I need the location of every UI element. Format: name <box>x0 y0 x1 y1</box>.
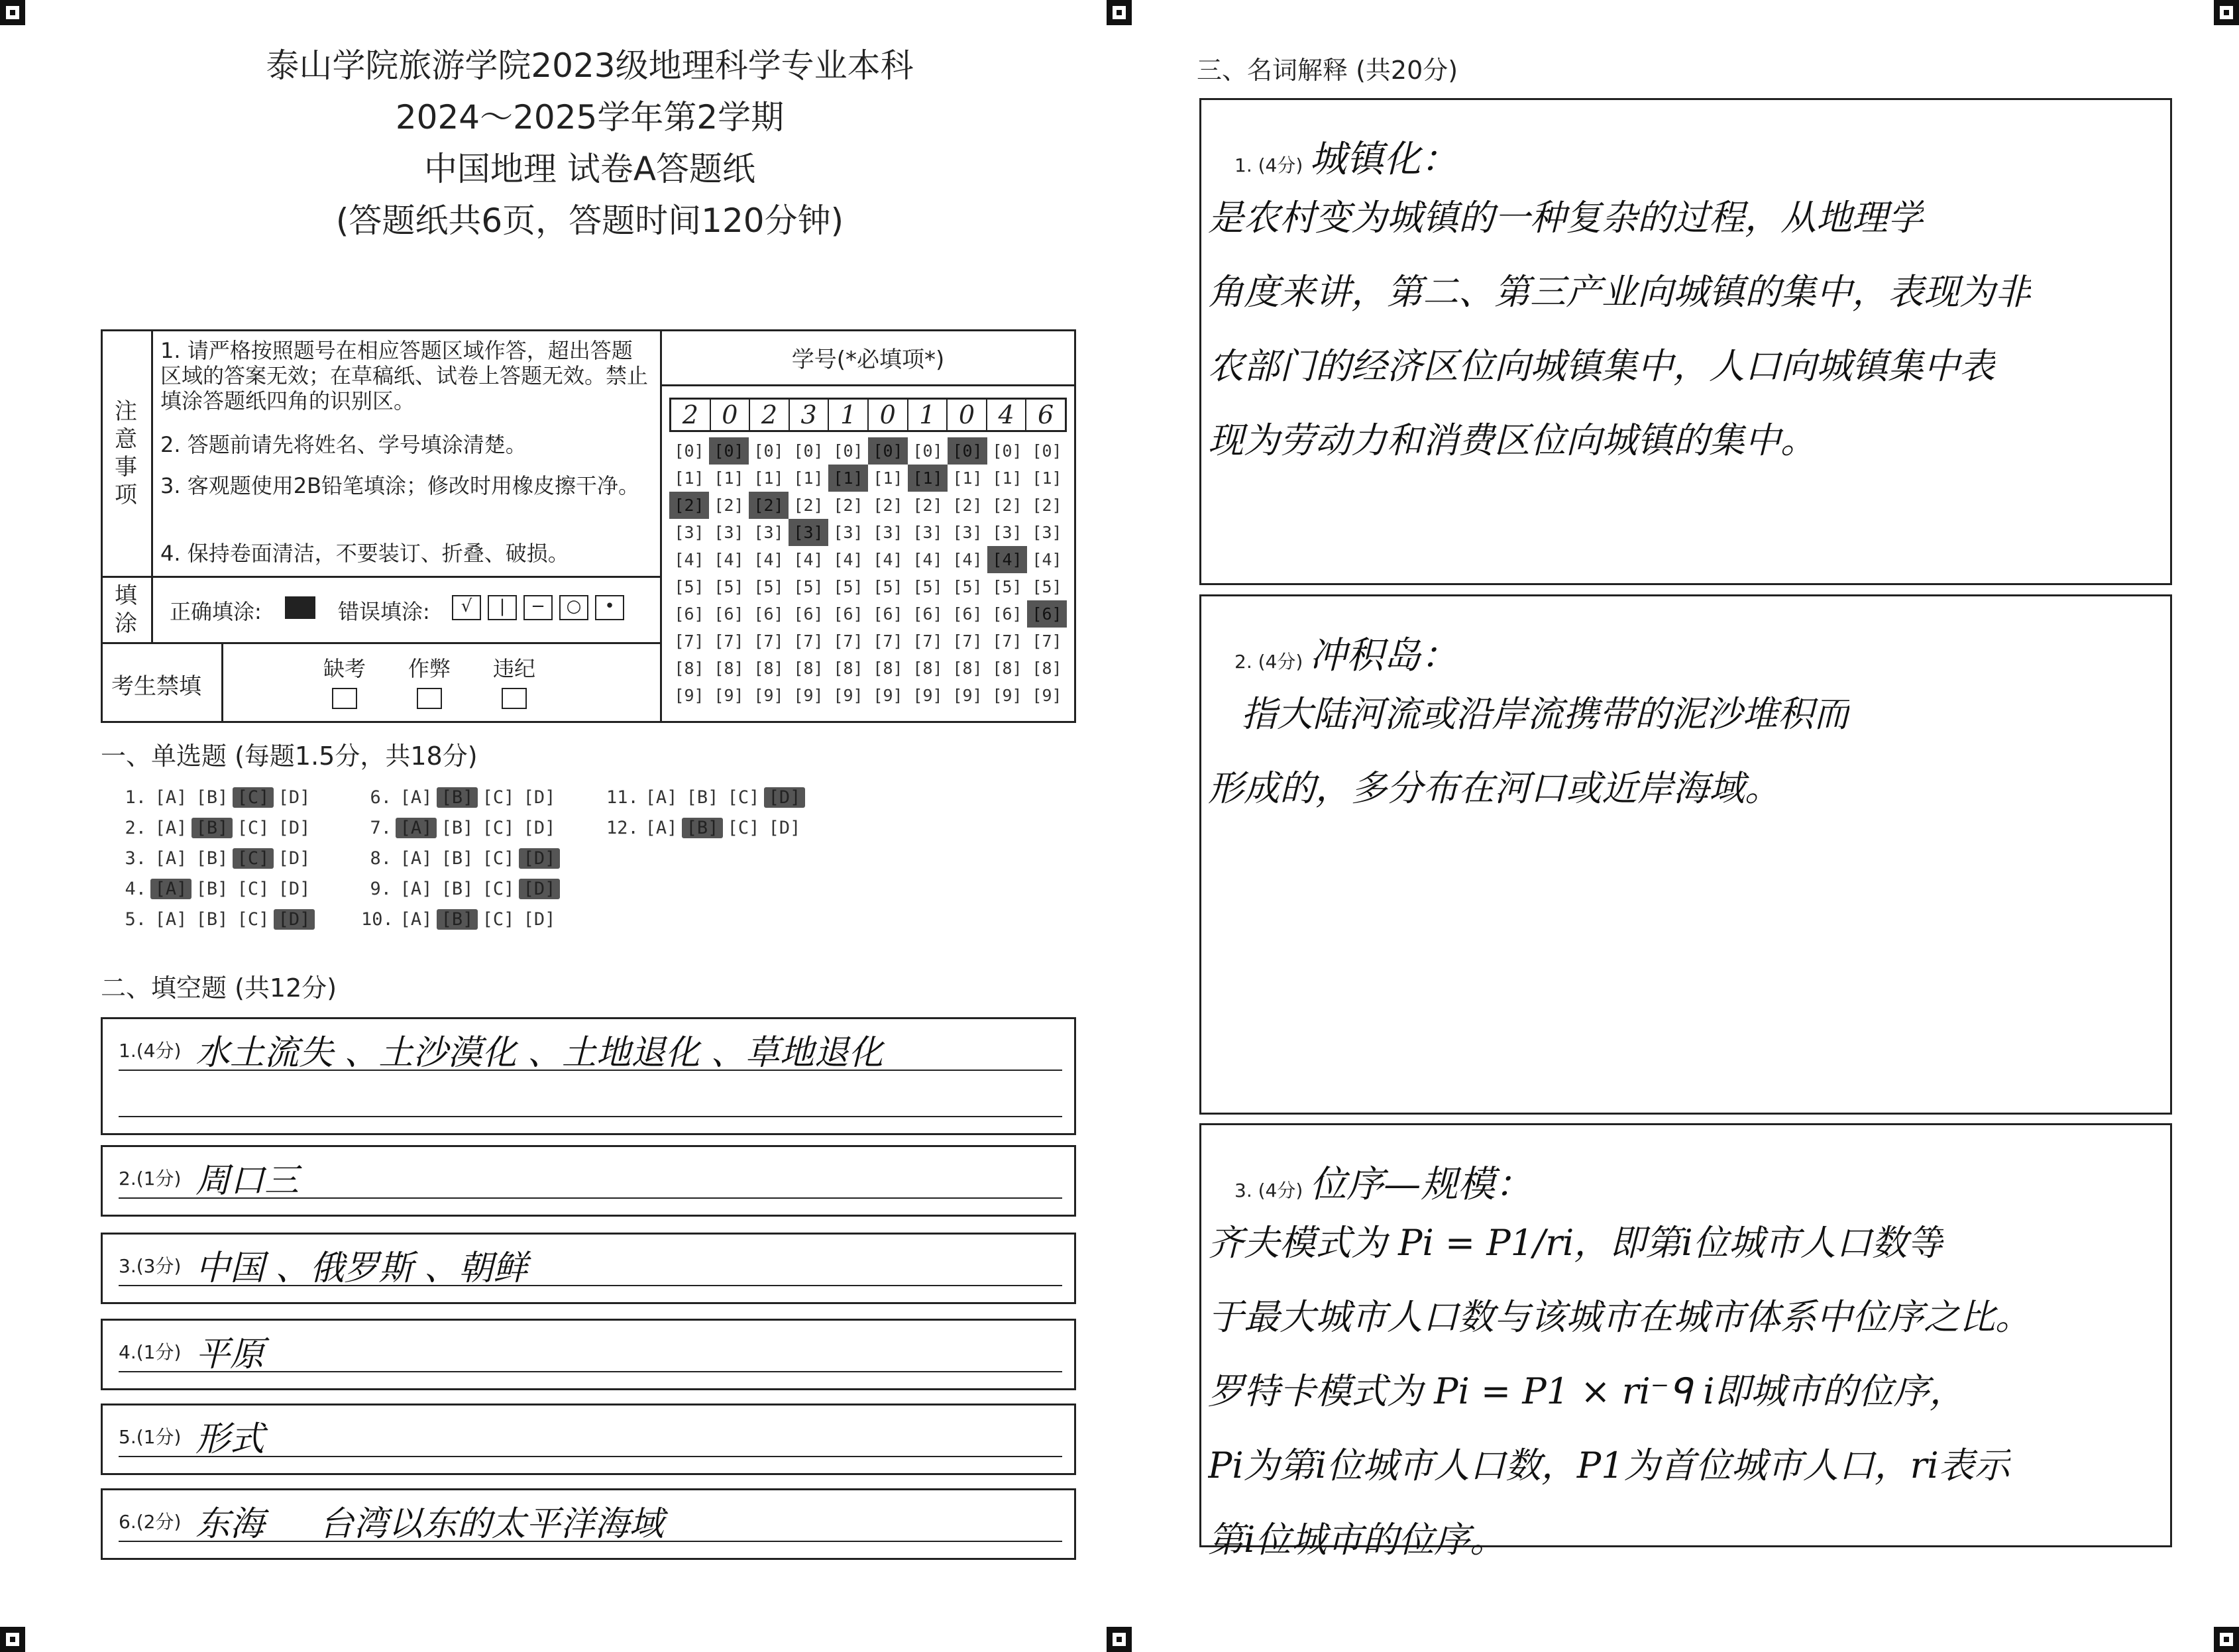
student-id-bubble[interactable]: [6] <box>1027 600 1067 628</box>
student-id-bubble[interactable]: [8] <box>992 659 1022 678</box>
mc-option-bubble[interactable]: [D] <box>523 818 556 838</box>
section2-title: 二、填空题 (共12分) <box>101 973 337 1003</box>
mc-question-number: 6. <box>370 787 392 808</box>
correct-fill-sample <box>285 596 315 619</box>
student-id-column <box>789 437 828 709</box>
student-id-column <box>868 437 908 709</box>
definition-term: 冲积岛： <box>1309 634 1458 677</box>
student-id-bubble[interactable]: [5] <box>793 577 824 596</box>
wrong-fill-label: 错误填涂: <box>338 599 430 624</box>
mc-option-bubble[interactable]: [D] <box>764 787 805 808</box>
student-id-bubble[interactable]: [2] <box>952 496 983 515</box>
header-school-line: 泰山学院旅游学院2023级地理科学专业本科 <box>266 46 914 85</box>
header-note-line: (答题纸共6页，答题时间120分钟) <box>335 201 844 240</box>
student-id-digit: 0 <box>869 400 908 430</box>
examiner-option-violation[interactable] <box>488 652 541 709</box>
mc-question-row <box>116 787 315 808</box>
student-id-bubble[interactable]: [5] <box>992 577 1022 596</box>
student-id-bubble[interactable]: [9] <box>992 686 1022 705</box>
student-id-bubble[interactable]: [7] <box>753 632 784 651</box>
fill-blank-answer: 平原 <box>195 1335 265 1374</box>
student-id-bubble[interactable]: [8] <box>833 659 863 678</box>
student-id-bubble[interactable]: [6] <box>674 604 704 624</box>
student-id-digit-boxes <box>669 398 1067 432</box>
definition-answer-line: 形成的，多分布在河口或近岸海域。 <box>1208 767 1780 809</box>
student-id-bubble[interactable]: [2] <box>793 496 824 515</box>
examiner-option-violation-label: 违纪 <box>492 656 535 681</box>
student-id-bubble[interactable]: [3] <box>714 523 744 542</box>
mc-option-bubble[interactable]: [D] <box>768 818 801 838</box>
mc-option-bubble[interactable]: [B] <box>686 787 719 808</box>
student-id-bubble[interactable]: [1] <box>873 468 903 488</box>
mc-option-bubble[interactable]: [A] <box>396 818 437 838</box>
student-id-bubble[interactable]: [2] <box>749 492 789 519</box>
student-id-bubble[interactable]: [1] <box>828 465 868 492</box>
student-id-bubble[interactable]: [0] <box>833 441 863 461</box>
definition-box[interactable] <box>1199 594 2172 1115</box>
fill-blank-label: 5.(1分) <box>119 1426 182 1448</box>
student-id-bubble[interactable]: [8] <box>753 659 784 678</box>
mc-question-number: 8. <box>370 848 392 869</box>
mc-option-bubble[interactable]: [A] <box>154 818 188 838</box>
definition-answer-line: 罗特卡模式为 Pi = P1 × ri⁻ᑫ i即城市的位序， <box>1208 1370 1965 1412</box>
mc-option-bubble[interactable]: [A] <box>150 879 191 899</box>
fill-blank-box[interactable] <box>101 1145 1076 1217</box>
student-id-column <box>948 437 987 709</box>
mc-option-bubble[interactable]: [B] <box>437 909 478 930</box>
student-id-bubble[interactable]: [3] <box>789 519 828 546</box>
definition-answer-line: 指大陆河流或沿岸流携带的泥沙堆积而 <box>1241 693 1849 735</box>
student-id-bubble[interactable]: [4] <box>833 550 863 569</box>
student-id-label: 学号(*必填项*) <box>791 347 945 373</box>
mc-option-bubble[interactable]: [B] <box>437 787 478 808</box>
student-id-bubble[interactable]: [1] <box>753 468 784 488</box>
registration-mark-top-left <box>0 0 25 25</box>
fill-blank-box[interactable] <box>101 1233 1076 1304</box>
header-term-line: 2024～2025学年第2学期 <box>395 98 785 137</box>
student-id-bubble[interactable]: [3] <box>674 523 704 542</box>
notice-item-2: 2. 答题前请先将姓名、学号填涂清楚。 <box>160 432 527 457</box>
student-id-column <box>987 437 1027 709</box>
student-id-bubble[interactable]: [4] <box>674 550 704 569</box>
student-id-digit: 1 <box>829 400 869 430</box>
wrong-fill-bar: | <box>488 595 517 620</box>
student-id-bubble[interactable]: [8] <box>674 659 704 678</box>
student-id-digit: 1 <box>908 400 948 430</box>
student-id-bubble[interactable]: [0] <box>912 441 943 461</box>
student-id-bubble[interactable]: [7] <box>793 632 824 651</box>
student-id-bubble[interactable]: [7] <box>912 632 943 651</box>
mc-option-bubble[interactable]: [B] <box>195 787 229 808</box>
student-id-bubble[interactable]: [8] <box>1032 659 1062 678</box>
definition-term: 位序—规模： <box>1309 1163 1533 1206</box>
student-id-bubble[interactable]: [3] <box>952 523 983 542</box>
student-id-bubble[interactable]: [5] <box>753 577 784 596</box>
mc-option-bubble[interactable]: [D] <box>278 848 311 869</box>
mc-option-bubble[interactable]: [B] <box>195 879 229 899</box>
student-id-bubble[interactable]: [0] <box>948 437 987 465</box>
student-id-bubble[interactable]: [4] <box>987 546 1027 573</box>
examiner-option-absent[interactable] <box>318 652 371 709</box>
section1-title: 一、单选题 (每题1.5分，共18分) <box>101 742 478 771</box>
student-id-bubble[interactable]: [2] <box>833 496 863 515</box>
student-id-bubble[interactable]: [5] <box>952 577 983 596</box>
definition-answer-line: 角度来讲，第二、第三产业向城镇的集中，表现为非 <box>1208 271 2031 313</box>
student-id-bubble[interactable]: [2] <box>992 496 1022 515</box>
fill-blank-answer: 形式 <box>195 1419 265 1459</box>
student-id-bubble[interactable]: [2] <box>912 496 943 515</box>
definition-answer-line: 齐夫模式为 Pi = P1/ri，即第i位城市人口数等 <box>1208 1222 1943 1264</box>
definition-heading <box>1234 626 1458 679</box>
definition-answer-line: 第i位城市的位序。 <box>1208 1519 1506 1561</box>
mc-question-number: 5. <box>125 909 146 930</box>
fill-blank-box[interactable] <box>101 1404 1076 1475</box>
header-exam-line: 中国地理 试卷A答题纸 <box>423 150 756 188</box>
definition-heading <box>1234 1155 1532 1208</box>
mc-question-number: 12. <box>606 818 639 838</box>
student-id-bubble[interactable]: [3] <box>912 523 943 542</box>
mc-option-bubble[interactable]: [C] <box>482 909 515 930</box>
student-id-bubble[interactable]: [9] <box>793 686 824 705</box>
student-id-bubble[interactable]: [3] <box>753 523 784 542</box>
mc-question-row <box>361 787 560 808</box>
mc-option-bubble[interactable]: [B] <box>195 848 229 869</box>
mc-option-bubble[interactable]: [C] <box>237 909 270 930</box>
mc-option-bubble[interactable]: [C] <box>482 848 515 869</box>
notice-item-4: 4. 保持卷面清洁，不要装订、折叠、破损。 <box>160 541 569 566</box>
mc-option-bubble[interactable]: [D] <box>278 818 311 838</box>
fill-blank-box[interactable] <box>101 1017 1076 1135</box>
mc-question-number: 2. <box>125 818 146 838</box>
student-id-bubble[interactable]: [8] <box>793 659 824 678</box>
examiner-option-cheat[interactable] <box>403 652 456 709</box>
student-id-bubble[interactable]: [4] <box>714 550 744 569</box>
definition-heading <box>1234 130 1458 183</box>
registration-mark-top-center <box>1107 0 1132 25</box>
definition-label: 2. (4分) <box>1234 651 1303 673</box>
registration-mark-bottom-center <box>1107 1627 1132 1652</box>
mc-option-bubble[interactable]: [A] <box>400 909 433 930</box>
student-id-bubble[interactable]: [7] <box>952 632 983 651</box>
notice-side-label: 注意事项 <box>115 398 137 508</box>
student-id-bubble[interactable]: [9] <box>674 686 704 705</box>
student-id-bubble[interactable]: [8] <box>912 659 943 678</box>
mc-option-bubble[interactable]: [A] <box>154 848 188 869</box>
mc-option-bubble[interactable]: [B] <box>191 818 233 838</box>
examiner-option-cheat-box[interactable] <box>417 688 442 709</box>
mc-option-bubble[interactable]: [D] <box>519 848 560 869</box>
mc-question-number: 9. <box>370 879 392 899</box>
student-id-bubble[interactable]: [6] <box>833 604 863 624</box>
student-id-bubble[interactable]: [2] <box>714 496 744 515</box>
fill-blank-answer: 中国 、俄罗斯 、朝鲜 <box>195 1248 528 1288</box>
student-id-bubble[interactable]: [9] <box>833 686 863 705</box>
student-id-column <box>669 437 709 709</box>
student-id-bubble[interactable]: [5] <box>674 577 704 596</box>
student-id-bubble[interactable]: [5] <box>873 577 903 596</box>
definition-term: 城镇化： <box>1309 138 1458 181</box>
student-id-bubble[interactable]: [3] <box>1032 523 1062 542</box>
fill-blank-answer: 东海 台湾以东的太平洋海域 <box>195 1504 664 1544</box>
fill-blank-box[interactable] <box>101 1488 1076 1560</box>
student-id-column <box>709 437 749 709</box>
student-id-bubble[interactable]: [1] <box>952 468 983 488</box>
definition-label: 3. (4分) <box>1234 1180 1303 1201</box>
mc-option-bubble[interactable]: [B] <box>682 818 723 838</box>
fill-blank-label: 6.(2分) <box>119 1511 182 1533</box>
student-id-bubble[interactable]: [0] <box>674 441 704 461</box>
mc-question-row <box>116 848 315 869</box>
definition-answer-line: 是农村变为城镇的一种复杂的过程，从地理学 <box>1208 197 1924 239</box>
wrong-fill-dot: • <box>595 595 624 620</box>
mc-question-row <box>606 818 805 838</box>
mc-option-bubble[interactable]: [D] <box>274 909 315 930</box>
student-id-bubble[interactable]: [7] <box>714 632 744 651</box>
mc-option-bubble[interactable]: [B] <box>195 909 229 930</box>
student-id-column <box>828 437 868 709</box>
fill-side-label: 填涂 <box>115 582 137 637</box>
examiner-option-cheat-label: 作弊 <box>408 656 451 681</box>
student-id-bubble[interactable]: [4] <box>753 550 784 569</box>
mc-option-bubble[interactable]: [C] <box>233 848 274 869</box>
definition-answer-line: 农部门的经济区位向城镇集中，人口向城镇集中表 <box>1208 345 1995 387</box>
student-id-bubble[interactable]: [0] <box>868 437 908 465</box>
student-id-bubble[interactable]: [0] <box>753 441 784 461</box>
student-id-bubble[interactable]: [7] <box>992 632 1022 651</box>
student-id-digit: 0 <box>948 400 987 430</box>
mc-question-number: 1. <box>125 787 146 808</box>
notice-item-1: 1. 请严格按照题号在相应答题区域作答，超出答题区域的答案无效；在草稿纸、试卷上答题无效。禁止填涂答题纸四角的识别区。 <box>160 338 649 413</box>
registration-mark-bottom-right <box>2214 1627 2239 1652</box>
definition-box[interactable] <box>1199 1123 2172 1561</box>
student-id-bubble[interactable]: [9] <box>952 686 983 705</box>
wrong-fill-check: √ <box>452 595 481 620</box>
mc-option-bubble[interactable]: [A] <box>400 787 433 808</box>
student-id-bubble[interactable]: [4] <box>1032 550 1062 569</box>
student-id-bubble[interactable]: [2] <box>1032 496 1062 515</box>
student-id-bubble[interactable]: [5] <box>833 577 863 596</box>
mc-question-row <box>116 818 315 838</box>
student-id-bubble[interactable]: [4] <box>952 550 983 569</box>
mc-option-bubble[interactable]: [D] <box>523 787 556 808</box>
student-id-bubble[interactable]: [1] <box>992 468 1022 488</box>
examiner-label: 考生禁填 <box>111 673 201 700</box>
student-id-digit: 2 <box>750 400 790 430</box>
student-id-bubble[interactable]: [1] <box>1032 468 1062 488</box>
mc-option-bubble[interactable]: [B] <box>441 848 474 869</box>
student-id-bubble[interactable]: [9] <box>912 686 943 705</box>
examiner-option-violation-box[interactable] <box>502 688 527 709</box>
fill-blank-answer: 周口三 <box>195 1161 300 1201</box>
student-id-digit: 0 <box>711 400 751 430</box>
wrong-fill-dash: − <box>523 595 553 620</box>
student-id-bubble[interactable]: [0] <box>793 441 824 461</box>
mc-option-bubble[interactable]: [A] <box>400 848 433 869</box>
mc-option-bubble[interactable]: [A] <box>154 787 188 808</box>
examiner-option-absent-box[interactable] <box>332 688 357 709</box>
student-id-bubble[interactable]: [7] <box>1032 632 1062 651</box>
student-id-bubble[interactable]: [7] <box>833 632 863 651</box>
mc-option-bubble[interactable]: [C] <box>727 787 760 808</box>
mc-option-bubble[interactable]: [C] <box>237 879 270 899</box>
student-id-bubble[interactable]: [6] <box>793 604 824 624</box>
student-id-bubble[interactable]: [9] <box>714 686 744 705</box>
student-id-bubble[interactable]: [0] <box>709 437 749 465</box>
student-id-bubble[interactable]: [3] <box>992 523 1022 542</box>
mc-option-bubble[interactable]: [C] <box>482 879 515 899</box>
mc-option-bubble[interactable]: [A] <box>645 818 678 838</box>
student-id-bubble[interactable]: [0] <box>992 441 1022 461</box>
examiner-option-absent-label: 缺考 <box>323 656 366 681</box>
definition-answer-line: 于最大城市人口数与该城市在城市体系中位序之比。 <box>1208 1296 2031 1338</box>
student-id-column <box>1027 437 1067 709</box>
mc-question-row <box>361 848 560 869</box>
student-id-column <box>749 437 789 709</box>
student-id-bubble[interactable]: [3] <box>833 523 863 542</box>
mc-question-number: 11. <box>606 787 639 808</box>
mc-option-bubble[interactable]: [A] <box>645 787 678 808</box>
student-id-bubble[interactable]: [5] <box>912 577 943 596</box>
notice-item-3: 3. 客观题使用2B铅笔填涂；修改时用橡皮擦干净。 <box>160 473 640 498</box>
student-id-bubble[interactable]: [1] <box>908 465 948 492</box>
student-id-bubble[interactable]: [1] <box>674 468 704 488</box>
student-id-bubble[interactable]: [6] <box>714 604 744 624</box>
mc-option-bubble[interactable]: [C] <box>482 818 515 838</box>
mc-question-number: 4. <box>125 879 146 899</box>
student-id-bubble[interactable]: [4] <box>912 550 943 569</box>
mc-question-row <box>361 818 560 838</box>
correct-fill-label: 正确填涂: <box>170 599 262 624</box>
mc-option-bubble[interactable]: [C] <box>482 787 515 808</box>
student-id-bubble[interactable]: [2] <box>669 492 709 519</box>
mc-option-bubble[interactable]: [C] <box>237 818 270 838</box>
mc-option-bubble[interactable]: [D] <box>519 879 560 899</box>
student-id-bubble[interactable]: [6] <box>873 604 903 624</box>
student-id-bubble[interactable]: [9] <box>1032 686 1062 705</box>
mc-question-number: 10. <box>361 909 394 930</box>
definition-answer-line: 现为劳动力和消费区位向城镇的集中。 <box>1208 419 1816 461</box>
student-id-bubble[interactable]: [5] <box>1032 577 1062 596</box>
student-id-bubble[interactable]: [9] <box>873 686 903 705</box>
fill-blank-label: 4.(1分) <box>119 1341 182 1363</box>
mc-question-row <box>116 879 315 899</box>
student-id-digit: 6 <box>1038 400 1054 429</box>
mc-question-number: 3. <box>125 848 146 869</box>
student-id-bubble[interactable]: [9] <box>753 686 784 705</box>
student-id-bubble[interactable]: [8] <box>873 659 903 678</box>
fill-blank-label: 2.(1分) <box>119 1168 182 1189</box>
mc-option-bubble[interactable]: [B] <box>441 818 474 838</box>
fill-blank-label: 1.(4分) <box>119 1040 182 1062</box>
student-id-bubble[interactable]: [4] <box>873 550 903 569</box>
student-id-bubble[interactable]: [3] <box>873 523 903 542</box>
student-id-bubble[interactable]: [1] <box>793 468 824 488</box>
registration-mark-top-right <box>2214 0 2239 25</box>
student-id-bubble[interactable]: [4] <box>793 550 824 569</box>
wrong-fill-samples <box>452 595 624 620</box>
student-id-bubble[interactable]: [6] <box>912 604 943 624</box>
mc-option-bubble[interactable]: [A] <box>154 909 188 930</box>
student-id-bubble[interactable]: [7] <box>873 632 903 651</box>
mc-option-bubble[interactable]: [C] <box>727 818 760 838</box>
student-id-bubble[interactable]: [6] <box>952 604 983 624</box>
student-id-bubble[interactable]: [6] <box>992 604 1022 624</box>
wrong-fill-circle: ○ <box>559 595 588 620</box>
student-id-bubble[interactable]: [2] <box>873 496 903 515</box>
student-id-digit: 2 <box>671 400 711 430</box>
mc-option-bubble[interactable]: [D] <box>278 879 311 899</box>
mc-option-bubble[interactable]: [C] <box>233 787 274 808</box>
fill-blank-label: 3.(3分) <box>119 1255 182 1277</box>
definition-box[interactable] <box>1199 98 2172 585</box>
mc-question-row <box>606 787 805 808</box>
fill-blank-answer: 水土流失 、土沙漠化 、土地退化 、草地退化 <box>195 1033 883 1073</box>
student-id-bubble[interactable]: [8] <box>952 659 983 678</box>
definition-label: 1. (4分) <box>1234 154 1303 176</box>
student-id-bubble[interactable]: [1] <box>714 468 744 488</box>
fill-blank-box[interactable] <box>101 1319 1076 1390</box>
mc-option-bubble[interactable]: [D] <box>523 909 556 930</box>
mc-option-bubble[interactable]: [D] <box>278 787 311 808</box>
student-id-bubble[interactable]: [5] <box>714 577 744 596</box>
multiple-choice-area[interactable] <box>116 787 845 940</box>
student-id-bubble[interactable]: [6] <box>753 604 784 624</box>
student-id-bubble[interactable]: [0] <box>1032 441 1062 461</box>
mc-option-bubble[interactable]: [A] <box>400 879 433 899</box>
mc-question-row <box>116 909 315 930</box>
student-id-digit: 3 <box>790 400 830 430</box>
student-id-bubble[interactable]: [7] <box>674 632 704 651</box>
definition-answer-line: Pi为第i位城市人口数，P1为首位城市人口，ri表示 <box>1208 1445 2010 1486</box>
student-id-bubble-grid[interactable] <box>669 437 1067 716</box>
registration-mark-bottom-left <box>0 1627 25 1652</box>
mc-question-number: 7. <box>370 818 392 838</box>
section3-title: 三、名词解释 (共20分) <box>1197 56 1458 85</box>
mc-question-row <box>361 879 560 899</box>
student-id-column <box>908 437 948 709</box>
student-id-bubble[interactable]: [8] <box>714 659 744 678</box>
student-id-digit: 4 <box>987 400 1027 430</box>
mc-option-bubble[interactable]: [B] <box>441 879 474 899</box>
mc-question-row <box>361 909 560 930</box>
